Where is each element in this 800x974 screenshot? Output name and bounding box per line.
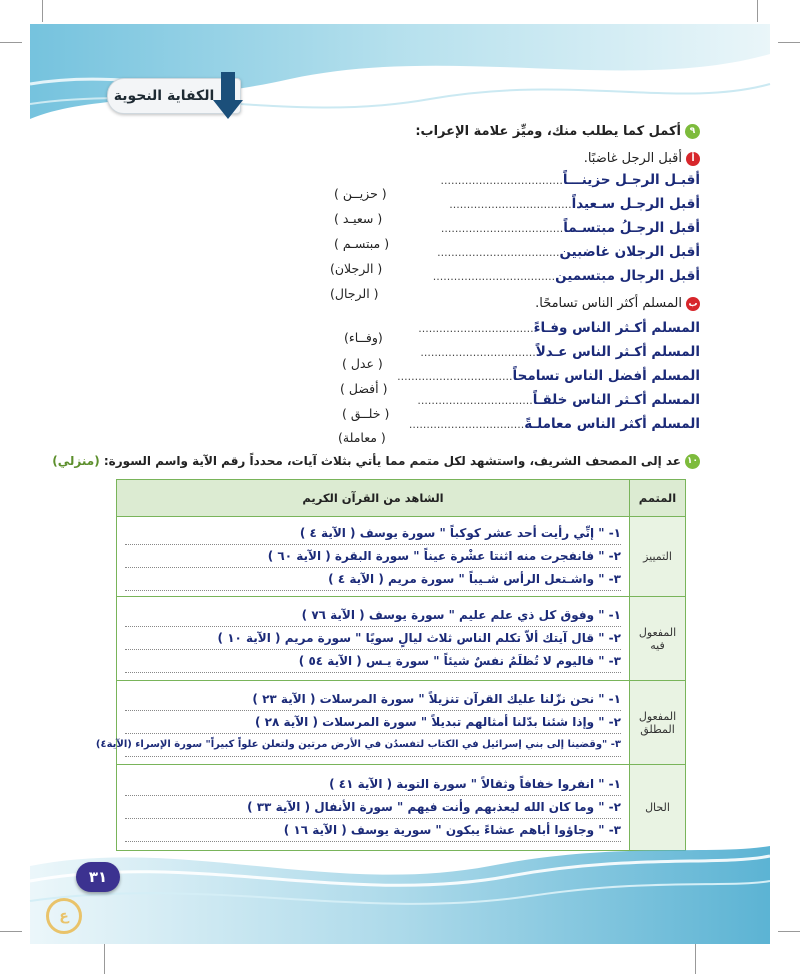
q9a-badge: أ: [686, 152, 700, 166]
q9b-answer-3: المسلم أفضل الناس تسامحاً.................................: [397, 368, 700, 384]
q9b-choice-2: ( عدل ): [342, 356, 383, 371]
row-label: الحال: [630, 765, 686, 851]
row-label: المفعول المطلق: [630, 681, 686, 765]
crop-mark: [0, 931, 22, 932]
evidence-line: ٢- " وإذا شئنا بدّلنا أمثالهم تبديلاً " سورة المرسلات ( الآية ٢٨ ): [125, 711, 621, 734]
q9-prompt-line: [415, 124, 700, 139]
crop-mark: [778, 931, 800, 932]
q9-number-badge: ٩: [685, 124, 700, 139]
evidence-line: ٢- " وما كان الله ليعذبهم وأنت فيهم " سورة الأنفال ( الآية ٣٣ ): [125, 796, 621, 819]
evidence-line: ١- " انفروا خفافاً وثقالاً " سورة التوبة ( الآية ٤١ ): [125, 773, 621, 796]
crop-mark: [0, 42, 22, 43]
evidence-line: ٣- " وجاؤوا أباهم عشاءً يبكون " سورية يوسف ( الآية ١٦ ): [125, 819, 621, 842]
evidence-cell: [117, 517, 630, 597]
q10-homework-tag: (منزلي): [52, 454, 100, 468]
row-label: المفعول فيه: [630, 597, 686, 681]
q10-number-badge: ١٠: [685, 454, 700, 469]
row-label: التمييز: [630, 517, 686, 597]
q10-prompt-line: [52, 454, 700, 469]
q9b-answer-4: المسلم أكـثر الناس خلقـاً.................................: [417, 392, 700, 408]
q9b-answer-2: المسلم أكـثر الناس عـدلاً.................................: [420, 344, 700, 360]
q9a-example: أقبل الرجل غاضبًا.: [583, 151, 682, 166]
table-row: [117, 597, 686, 681]
evidence-line: ١- " إنِّي رأيت أحد عشر كوكباً " سورة يوسف ( الآية ٤ ): [125, 522, 621, 545]
crop-mark: [104, 944, 105, 974]
evidence-line: ٣- " واشـتعل الرأس شـيباً " سورة مريم ( الآية ٤ ): [125, 568, 621, 591]
table-header-row: [117, 480, 686, 517]
q9a-answer-5: أقبل الرجال مبتسمين...................................: [432, 268, 700, 284]
section-title: الكفاية النحوية: [113, 88, 215, 104]
q9b-example-line: [535, 296, 700, 311]
evidence-table: [95, 479, 686, 851]
q9b-choice-3: ( أفضل ): [340, 381, 388, 396]
down-arrow-icon: [212, 72, 244, 120]
crop-mark: [778, 42, 800, 43]
evidence-line: ٣- " فاليوم لا تُظلَمُ نفسٌ شيئاً " سورة يـس ( الآية ٥٤ ): [125, 650, 621, 673]
q9a-answer-2: أقبل الرجـل سـعيداً...................................: [449, 196, 700, 212]
q9a-answer-1: أقبـل الرجـل حزينـــاً...................................: [440, 172, 700, 188]
q9b-badge: ب: [686, 297, 700, 311]
bottom-wave-decoration: [30, 826, 770, 944]
crop-mark: [695, 944, 696, 974]
table-row: [117, 681, 686, 765]
q9b-choice-1: (وفــاء): [344, 330, 383, 345]
crop-mark: [42, 0, 43, 22]
q9a-answer-3: أقبل الرجـلُ مبتسـماً...................................: [440, 220, 700, 236]
publisher-logo-icon: ع: [46, 898, 82, 934]
evidence-line: ١- " وفوق كل ذي علم عليم " سورة يوسف ( الآية ٧٦ ): [125, 604, 621, 627]
evidence-line: ٢- " قال آيتك ألاّ تكلم الناس ثلاث ليالٍ سويًا " سورة مريم ( الآية ١٠ ): [125, 627, 621, 650]
evidence-cell: [117, 597, 630, 681]
q9-prompt: أكمل كما يطلب منك، وميِّز علامة الإعراب:: [415, 124, 681, 139]
q9b-example: المسلم أكثر الناس تسامحًا.: [535, 296, 682, 311]
evidence-line: ٣- "وقضينا إلى بني إسرائيل في الكتاب لتفسدُن في الأرض مرتين ولتعلن علواً كبيراً" سورة الإسراء (الآية٤): [125, 734, 621, 757]
q9a-answer-4: أقبل الرجلان غاضبين...................................: [437, 244, 700, 260]
q9a-example-line: [584, 151, 700, 166]
col-header-label: المتمم: [630, 480, 686, 517]
q9b-answer-5: المسلم أكثر الناس معاملـةً.................................: [408, 416, 700, 432]
q9b-answer-1: المسلم أكـثر الناس وفـاءً.................................: [418, 320, 700, 336]
q9a-choice-5: ( الرجال): [330, 286, 379, 301]
crop-mark: [757, 0, 758, 22]
col-header-evidence: الشاهد من القرآن الكريم: [117, 480, 630, 517]
q9a-choice-3: ( مبتسـم ): [334, 236, 390, 251]
page-number: ٣١: [76, 862, 120, 892]
evidence-line: ١- " نحن نزّلنا عليك القرآن تنزيلاً " سورة المرسلات ( الآية ٢٣ ): [125, 688, 621, 711]
table-row: [117, 517, 686, 597]
q9b-choice-5: ( معاملة): [338, 430, 386, 445]
evidence-cell: [95, 681, 630, 765]
q9a-choice-4: ( الرجلان): [330, 261, 383, 276]
q9a-choice-1: ( حزيــن ): [334, 186, 387, 201]
q9a-choice-2: ( سعيـد ): [334, 211, 383, 226]
evidence-line: ٢- " فانفجرت منه اثنتا عشْرة عيناً " سورة البقرة ( الآية ٦٠ ): [125, 545, 621, 568]
q10-prompt: عد إلى المصحف الشريف، واستشهد لكل متمم مما يأتي بثلاث آيات، محدداً رقم الآية واسم السورة:: [103, 454, 681, 468]
q9b-choice-4: ( خلــق ): [342, 406, 390, 421]
